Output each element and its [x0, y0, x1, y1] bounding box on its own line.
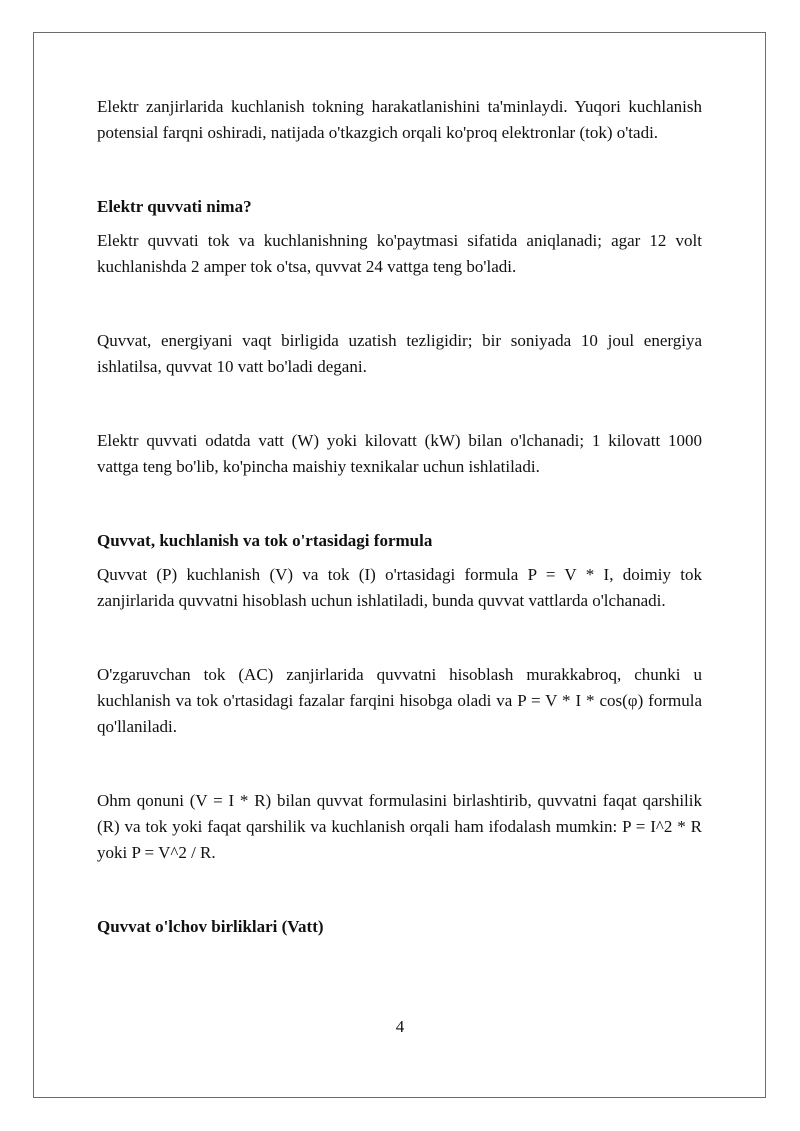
paragraph-power-units: Elektr quvvati odatda vatt (W) yoki kilovatt (kW) bilan o'lchanadi; 1 kilovatt 1000 vattga teng bo'lib, ko'pincha maishiy texnikalar uchun ishlatiladi. [97, 431, 702, 476]
document-body [97, 94, 702, 940]
heading-power-formula: Quvvat, kuchlanish va tok o'rtasidagi formula [97, 531, 433, 550]
heading-electric-power: Elektr quvvati nima? [97, 197, 252, 216]
paragraph-power-rate: Quvvat, energiyani vaqt birligida uzatish tezligidir; bir soniyada 10 joul energiya ishlatilsa, quvvat 10 vatt bo'ladi degani. [97, 331, 702, 376]
paragraph-voltage-current: Elektr zanjirlarida kuchlanish tokning harakatlanishini ta'minlaydi. Yuqori kuchlanish potensial farqni oshiradi, natijada o'tkazgich orqali ko'proq elektronlar (tok) o'tadi. [97, 97, 702, 142]
paragraph-ac-formula: O'zgaruvchan tok (AC) zanjirlarida quvvatni hisoblash murakkabroq, chunki u kuchlanish va tok o'rtasidagi fazalar farqini hisobga oladi va P = V * I * cos(φ) formula qo'llaniladi. [97, 665, 702, 736]
paragraph-power-definition: Elektr quvvati tok va kuchlanishning ko'paytmasi sifatida aniqlanadi; agar 12 volt kuchlanishda 2 amper tok o'tsa, quvvat 24 vattga teng bo'ladi. [97, 231, 702, 276]
paragraph-ohm-law: Ohm qonuni (V = I * R) bilan quvvat formulasini birlashtirib, quvvatni faqat qarshilik (R) va tok yoki faqat qarshilik va kuchlanish orqali ham ifodalash mumkin: P = I^2 * R yoki P = V^2 / R. [97, 791, 702, 862]
heading-power-units: Quvvat o'lchov birliklari (Vatt) [97, 917, 324, 936]
page-number: 4 [395, 1017, 405, 1036]
paragraph-dc-formula: Quvvat (P) kuchlanish (V) va tok (I) o'rtasidagi formula P = V * I, doimiy tok zanjirlarida quvvatni hisoblash uchun ishlatiladi, bunda quvvat vattlarda o'lchanadi. [97, 565, 702, 610]
